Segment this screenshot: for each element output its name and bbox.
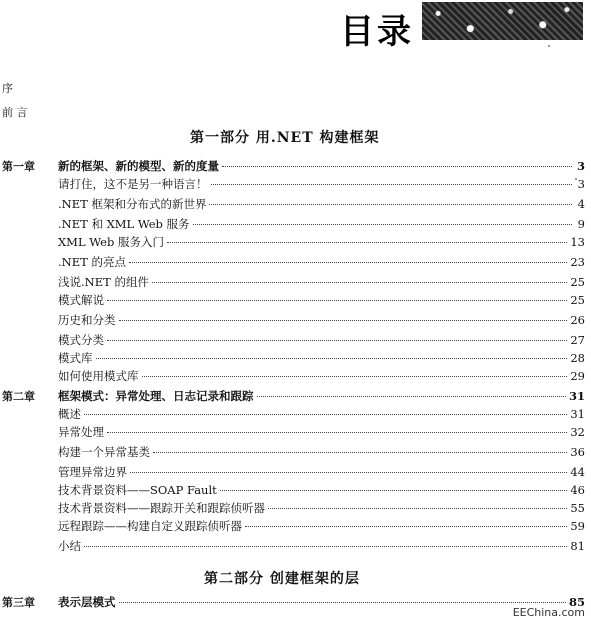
page-number: 29 [570,369,585,383]
dot-leader [193,224,572,225]
dot-leader [107,432,567,433]
toc-entry [58,406,585,423]
page-number: 13 [570,235,585,249]
scan-speck [575,178,577,180]
toc-entry [58,482,585,499]
toc-entry-title: 浅说.NET 的组件 [58,275,149,289]
toc-entry [58,274,585,291]
toc-entry [58,424,585,441]
toc-entry [58,464,585,481]
page-number: 81 [570,539,585,553]
page-number: 9 [577,217,585,231]
chapter-number: 第二章 [2,390,35,403]
toc-entry-title: 如何使用模式库 [58,369,139,383]
toc-entry [58,234,585,251]
toc-entry [58,216,585,233]
toc-row [0,444,585,461]
toc-entry-title: 模式库 [58,351,93,365]
page-number: 44 [570,465,585,479]
toc-row [0,196,585,213]
dot-leader [245,526,567,527]
toc-entry-title: 异常处理 [58,425,104,439]
dot-leader [96,358,568,359]
toc-row [0,274,585,291]
dot-leader [268,508,567,509]
toc-entry-title: 小结 [58,539,81,553]
toc-row [0,292,585,309]
page-number: 85 [568,595,585,609]
toc-entry-title: 请打住，这不是另一种语言！ [58,177,208,191]
dot-leader [119,320,568,321]
toc-entry [58,196,585,213]
toc-entry-title: .NET 的亮点 [58,255,126,269]
toc-row [0,368,585,385]
toc-entry-title: 表示层模式 [58,595,116,609]
toc-entry-title: 构建一个异常基类 [58,445,150,459]
page-number: 27 [570,333,585,347]
toc-entry [58,388,585,405]
toc-row [0,216,585,233]
dot-leader [257,396,566,397]
page-number: 28 [570,351,585,365]
page-number: 23 [570,255,585,269]
page-number: 26 [570,313,585,327]
toc-row [0,406,585,423]
page-number: 31 [568,389,585,403]
page-number: 55 [570,501,585,515]
toc-entry-title: 技术背景资料——跟踪开关和跟踪侦听器 [58,501,265,515]
toc-entry-title: XML Web 服务入门 [58,235,164,249]
toc-row [0,176,585,193]
dot-leader [222,166,572,167]
toc-row [0,158,585,175]
dot-leader [209,204,572,205]
toc-entry-title: 新的框架、新的模型、新的度量 [58,159,219,173]
toc-entry-title: 概述 [58,407,81,421]
page-number: 3 [576,159,585,173]
dot-leader [119,602,566,603]
toc-entry-title: 技术背景资料——SOAP Fault [58,483,217,497]
dot-leader [84,546,567,547]
toc-entry [58,176,585,193]
toc-entry [58,332,585,349]
part-heading-2: 第二部分 创建框架的层 [204,571,360,587]
toc-entry [58,500,585,517]
toc-row [0,350,585,367]
toc-row [0,538,585,555]
toc-entry-title: 远程跟踪——构建自定义跟踪侦听器 [58,519,242,533]
toc-row [0,254,585,271]
toc-row [0,234,585,251]
toc-entry [58,158,585,175]
page-number: 32 [570,425,585,439]
toc-entry-title: 历史和分类 [58,313,116,327]
toc-entry [58,594,585,611]
dot-leader [220,490,568,491]
toc-entry [58,518,585,535]
toc-entry-title: 模式分类 [58,333,104,347]
toc-row [0,332,585,349]
toc-entry-title: .NET 和 XML Web 服务 [58,217,190,231]
toc-entry [58,350,585,367]
page-number: 3 [577,177,585,191]
front-matter-preface: 序 [2,82,13,95]
dot-leader [129,262,567,263]
chapter-number: 第三章 [2,596,35,609]
page-title: 目录 [340,12,414,52]
toc-entry-title: 框架模式：异常处理、日志记录和跟踪 [58,389,254,403]
toc-row [0,594,585,611]
dot-leader [167,242,567,243]
dot-leader [152,282,567,283]
toc-row [0,312,585,329]
toc-row [0,424,585,441]
page-number: 31 [570,407,585,421]
toc-row [0,500,585,517]
toc-entry [58,312,585,329]
toc-entry [58,368,585,385]
dot-leader [107,300,567,301]
dot-leader [142,376,568,377]
chapter-number: 第一章 [2,160,35,173]
watermark: EEChina.com [512,606,585,619]
page-number: 25 [570,293,585,307]
page-number: 25 [570,275,585,289]
decorative-pattern [422,2,583,40]
toc-entry-title: 模式解说 [58,293,104,307]
scan-speck [548,45,550,47]
toc-row [0,464,585,481]
page-number: 4 [577,197,585,211]
toc-row [0,482,585,499]
dot-leader [107,340,567,341]
toc-row [0,518,585,535]
page-number: 36 [570,445,585,459]
page-number: 46 [570,483,585,497]
toc-entry [58,538,585,555]
toc-entry [58,444,585,461]
toc-entry [58,292,585,309]
dot-leader [153,452,567,453]
dot-leader [84,414,567,415]
part-heading-1: 第一部分 用.NET 构建框架 [190,130,380,146]
toc-entry-title: .NET 框架和分布式的新世界 [58,197,207,211]
page-number: 59 [570,519,585,533]
toc-entry-title: 管理异常边界 [58,465,127,479]
dot-leader [130,472,567,473]
toc-row [0,388,585,405]
toc-entry [58,254,585,271]
dot-leader [211,184,573,185]
front-matter-foreword: 前 言 [2,106,28,119]
